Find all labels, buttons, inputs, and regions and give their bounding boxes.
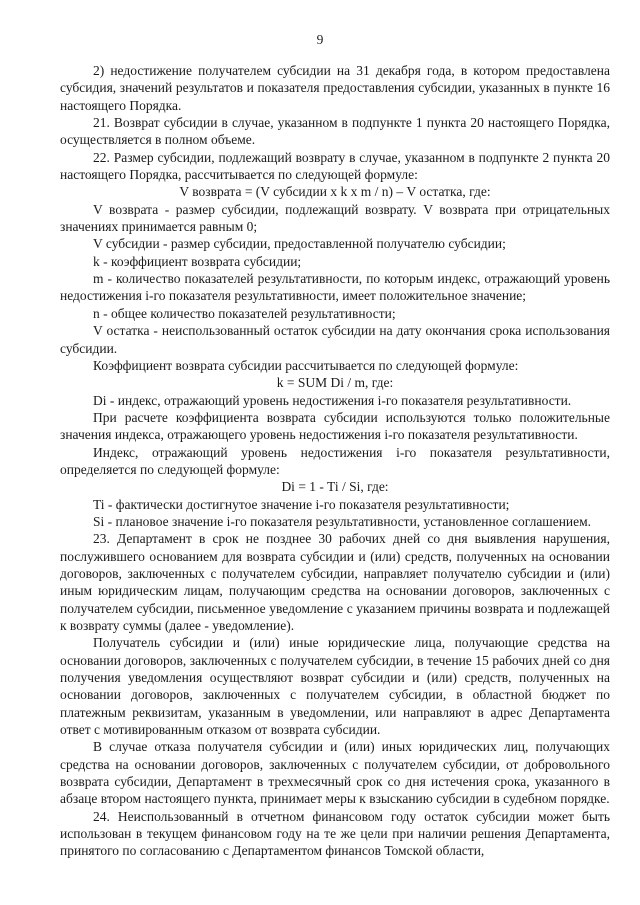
formula-k: k = SUM Di / m, где: [276, 375, 394, 391]
paragraph-23: 23. Департамент в срок не позднее 30 рабочих дней со дня выявления нарушения, послужившего основанием для возврата субсидии и (или) средств, полученных на основании договоров, заключенных с получателем субсидии, направляет получателю субсидии и (или) иным юридическим лицам, получающим средства на основании договоров, заключенных с получателем субсидии, письменное уведомление с указанием причины возврата и подлежащей к возврату суммы (далее - уведомление). [60, 531, 610, 633]
coefficient-intro: Коэффициент возврата субсидии рассчитывается по следующей формуле: [93, 357, 519, 373]
paragraph-20-item-2: 2) недостижение получателем субсидии на 31 декабря года, в котором предоставлена субсидия, значений результатов и показателя предоставления субсидии, указанных в пункте 16 настоящего Порядка. [60, 63, 610, 113]
definition-di: Di - индекс, отражающий уровень недостижения i-го показателя результативности. [93, 392, 572, 408]
paragraph-23-part-3: В случае отказа получателя субсидии и (или) иных юридических лиц, получающих средства на основании договоров, заключенных с получателем субсидии, от добровольного возврата субсидии, Департамент в трехмесячный срок со дня истечения срока, указанного в абзаце втором настоящего пункта, принимает меры к взысканию субсидии в судебном порядке. [60, 739, 610, 807]
formula-di: Di = 1 - Ti / Si, где: [281, 479, 389, 495]
formula-v-return: V возврата = (V субсидии x k x m / n) – V остатка, где: [179, 184, 491, 200]
paragraph-24: 24. Неиспользованный в отчетном финансовом году остаток субсидии может быть использован в текущем финансовом году на те же цели при наличии решения Департамента, принятого по согласованию с Департаментом финансов Томской области, [60, 808, 610, 859]
definition-m: m - количество показателей результативности, по которым индекс, отражающий уровень недостижения i-го показателя результативности, имеет положительное значение; [60, 271, 610, 304]
definition-n: n - общее количество показателей результативности; [93, 305, 396, 321]
page-number: 9 [316, 32, 324, 47]
definition-v-subsidy: V субсидии - размер субсидии, предоставленной получателю субсидии; [93, 236, 506, 252]
definition-ti: Ti - фактически достигнутое значение i-го показателя результативности; [93, 496, 510, 512]
document-body [60, 62, 610, 860]
coefficient-note: При расчете коэффициента возврата субсидии используются только положительные значения индекса, отражающего уровень недостижения i-го показателя результативности. [60, 409, 610, 443]
definition-k: k - коэффициент возврата субсидии; [93, 253, 302, 269]
paragraph-22: 22. Размер субсидии, подлежащий возврату в случае, указанном в подпункте 2 пункта 20 настоящего Порядка, рассчитывается по следующей формуле: [60, 149, 610, 183]
paragraph-21: 21. Возврат субсидии в случае, указанном в подпункте 1 пункта 20 настоящего Порядка, осуществляется в полном объеме. [60, 115, 610, 148]
definition-v-remainder: V остатка - неиспользованный остаток субсидии на дату окончания срока использования субсидии. [60, 323, 610, 356]
paragraph-23-part-2: Получатель субсидии и (или) иные юридические лица, получающие средства на основании договоров, заключенных с получателем субсидии, в течение 15 рабочих дней со дня получения уведомления осуществляют возврат субсидии и (или) средств, полученных на основании договоров, заключенных с получателем субсидии, в областной бюджет по платежным реквизитам, указанным в уведомлении, или направляют в адрес Департамента ответ с мотивированным отказом от возврата субсидии. [60, 635, 610, 738]
definition-v-return: V возврата - размер субсидии, подлежащий возврату. V возврата при отрицательных значениях принимается равным 0; [60, 201, 610, 235]
index-intro: Индекс, отражающий уровень недостижения i-го показателя результативности, определяется по следующей формуле: [60, 444, 610, 477]
definition-si: Si - плановое значение i-го показателя результативности, установленное соглашением. [93, 513, 592, 529]
